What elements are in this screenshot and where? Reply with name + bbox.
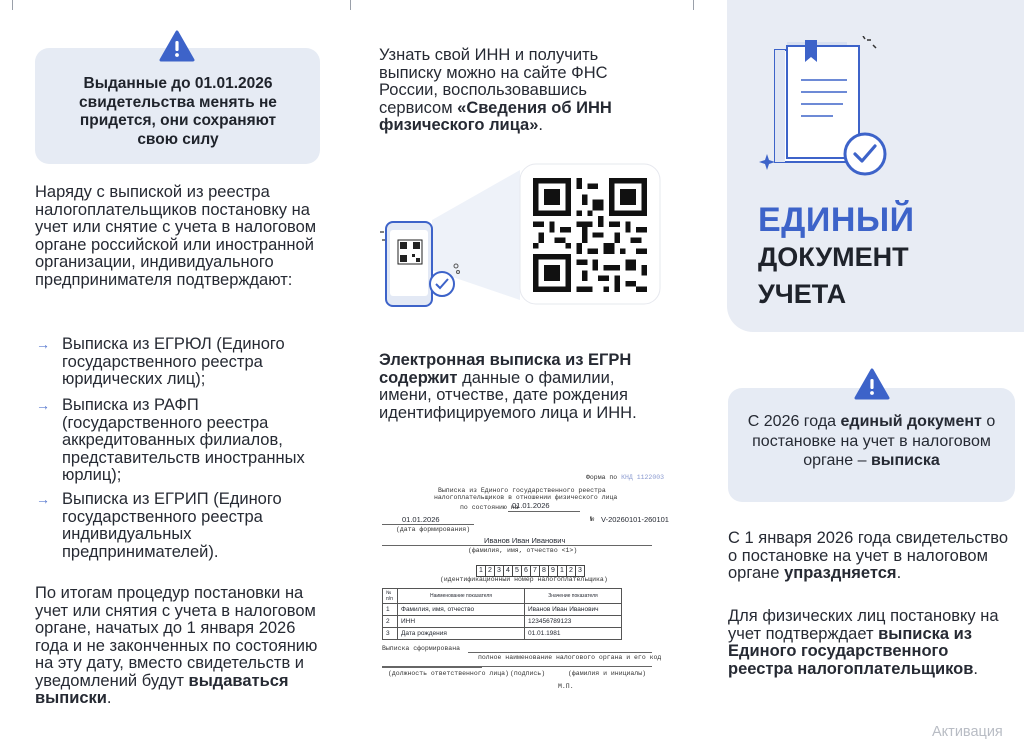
arrow-right-icon: →	[36, 397, 50, 413]
left-intro: Наряду с выпиской из реестра налогоплательщиков постановку на учет или снятие с учета в налоговом органе российской или иностранной организации, индивидуального предпринимателя подтверждают:	[35, 183, 317, 289]
list-item	[36, 397, 326, 485]
inn-info-text	[379, 47, 659, 135]
as-of-label: по состоянию на	[460, 504, 519, 511]
doc-number: V-20260101-260101	[601, 515, 669, 524]
arrow-right-icon: →	[36, 491, 50, 507]
warning-icon	[854, 368, 890, 400]
individuals-text: Для физических лиц постановку на учет подтверждает выписка из Единого государственного реестра налогоплательщиков.	[728, 607, 999, 678]
egrn-info-text	[379, 352, 664, 422]
list-item-text: Выписка из ЕГРЮЛ (Единого государственного реестра юридических лиц);	[62, 335, 285, 388]
cover-title-line2: ДОКУМЕНТ	[758, 242, 909, 272]
fold-mark	[350, 0, 351, 10]
fold-mark	[693, 0, 694, 10]
sign-caption: (фамилия и инициалы)	[568, 670, 647, 677]
name-caption: (фамилия, имя, отчество <1>)	[468, 547, 578, 554]
cover-title-line1: ЕДИНЫЙ	[758, 201, 915, 239]
inn-info-plain: Узнать свой ИНН и получить выписку можно на сайте ФНС России, воспользовавшись сервисом	[379, 46, 608, 117]
qr-code-icon	[533, 178, 647, 292]
doc-title-line1: Выписка из Единого государственного реестра	[438, 487, 606, 494]
left-outro-end: .	[106, 689, 112, 707]
sample-extract-document	[378, 470, 678, 698]
sign-caption: (подпись)	[510, 670, 546, 677]
extract-table: № п/п Наименование показателя Значение показателя 1 Фамилия, имя, отчество Иванов Иван Иванович 2 ИНН 123456789123 3 Дата рождения 01.01.1981	[382, 588, 622, 640]
formed-caption: (дата формирования)	[396, 526, 471, 533]
number-sign: №	[590, 516, 595, 524]
list-item-text: Выписка из РАФП (государственного реестра аккредитованных филиалов, представительств иностранных юрлиц);	[62, 396, 305, 484]
left-outro	[35, 585, 320, 708]
person-name: Иванов Иван Иванович	[484, 536, 566, 545]
table-row: 3 Дата рождения 01.01.1981	[383, 628, 622, 640]
left-notice-text: Выданные до 01.01.2026 свидетельства менять не придется, они сохраняют свою силу	[79, 75, 277, 148]
table-row: 1 Фамилия, имя, отчество Иванов Иван Иванович	[383, 604, 622, 616]
warning-icon	[159, 30, 195, 62]
as-of-date: 01.01.2026	[512, 501, 550, 510]
stamp-label: М.П.	[558, 683, 574, 690]
left-outro-bold: выдаваться выписки	[35, 671, 289, 707]
inn-service-name: «Сведения об ИНН физического лица»	[379, 98, 612, 134]
right-notice-callout	[728, 388, 1015, 502]
inn-caption: (идентификационный номер налогоплательщика)	[440, 576, 608, 583]
inn-info-end: .	[538, 116, 543, 134]
egrn-info-plain: данные о фамилии, имени, отчестве, дате рождения идентифицируемого лица и ИНН.	[379, 368, 637, 422]
left-outro-text: По итогам процедур постановки на учет или снятия с учета в налоговом органе, начатых до 1 января 2026 года и не законченных по состоянию на эту дату, вместо свидетельств и уведомлений будут	[35, 584, 318, 690]
abolish-text: С 1 января 2026 года свидетельство о постановке на учет в налоговом органе упраздняется.	[728, 529, 1009, 582]
fold-mark	[12, 0, 13, 10]
formed-date: 01.01.2026	[402, 515, 440, 524]
egrn-info-bold: Электронная выписка из ЕГРН содержит	[379, 351, 632, 387]
list-item	[36, 336, 326, 389]
document-check-icon	[755, 36, 895, 182]
formed-by-label: Выписка сформирована	[382, 645, 461, 652]
form-code-label: Форма по КНД 1122003	[586, 474, 665, 481]
org-caption: полное наименование налогового органа и его код	[478, 654, 662, 661]
sign-caption: (должность ответственного лица)	[388, 670, 509, 677]
inn-cells: 1 2 3 4 5 6 7 8 9 1 2 3	[476, 559, 584, 577]
table-row: 2 ИНН 123456789123	[383, 616, 622, 628]
list-item	[36, 491, 326, 561]
cover-title-line3: УЧЕТА	[758, 279, 847, 309]
right-notice-text: С 2026 года единый документ о постановке на учет в налоговом органе – выписка	[747, 413, 996, 469]
list-item-text: Выписка из ЕГРИП (Единого государственного реестра индивидуальных предпринимателей).	[62, 490, 282, 561]
left-notice-callout	[35, 48, 320, 164]
activation-watermark: Активация	[932, 724, 1003, 740]
arrow-right-icon: →	[36, 336, 50, 352]
doc-title-line2: налогоплательщиков в отношении физического лица	[434, 494, 618, 501]
